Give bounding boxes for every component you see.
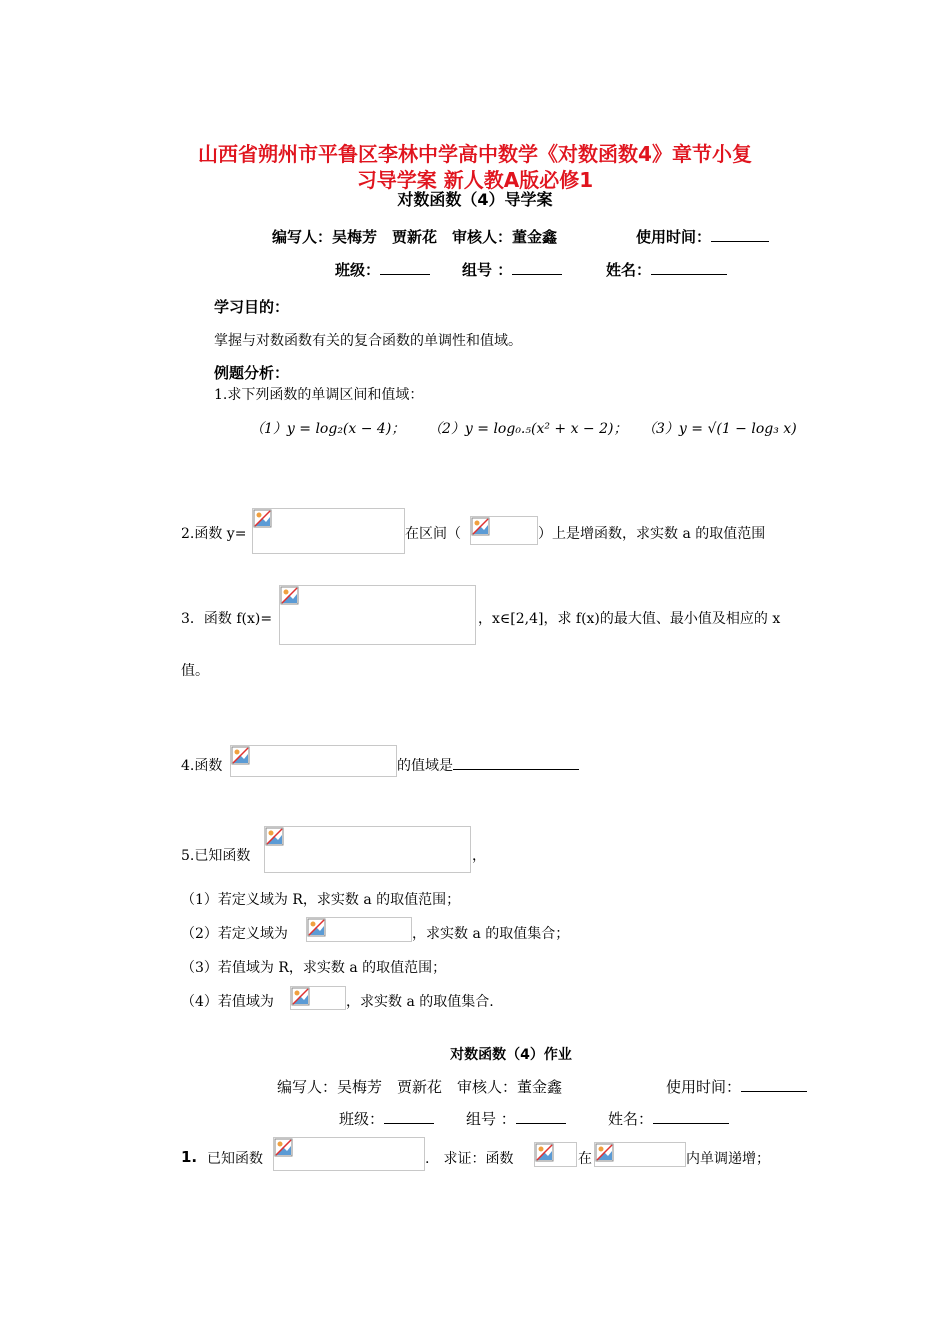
question-4-suffix-text: 的值域是	[397, 758, 453, 774]
question-2-mid: 在区间（	[405, 526, 461, 542]
goal-text: 掌握与对数函数有关的复合函数的单调性和值域。	[214, 333, 522, 349]
homework-class-label	[339, 1108, 434, 1129]
question-3-suffix: ，x∈[2,4]，求 f(x)的最大值、最小值及相应的 x	[478, 611, 781, 627]
homework-question-prefix: 已知函数	[207, 1151, 263, 1167]
formula-image	[290, 986, 346, 1010]
analysis-label: 例题分析：	[214, 364, 290, 382]
formula-image	[279, 585, 476, 645]
answer-blank	[453, 755, 579, 770]
authors-line: 编写人：吴梅芳 贾新花 审核人：董金鑫	[272, 228, 558, 246]
group-label-text: 组号 ：	[462, 261, 513, 279]
question-4-prefix: 4.函数	[181, 758, 223, 774]
question-4-suffix	[397, 755, 579, 775]
time-label	[636, 226, 769, 247]
homework-authors-line: 编写人：吴梅芳 贾新花 审核人：董金鑫	[277, 1078, 563, 1096]
broken-image-icon	[274, 1138, 293, 1157]
section-heading-homework: 对数函数（4）作业	[450, 1047, 572, 1063]
homework-group-label-text: 组号 ：	[466, 1110, 516, 1128]
question-5-comma: ，	[472, 848, 486, 864]
homework-time-blank	[741, 1077, 807, 1092]
question-5-part-2-prefix: （2）若定义域为	[181, 926, 288, 942]
formula-image	[306, 917, 412, 942]
document-title-line1: 山西省朔州市平鲁区李林中学高中数学《对数函数4》章节小复	[198, 142, 752, 166]
homework-name-blank	[653, 1109, 729, 1124]
formula-image	[594, 1142, 686, 1167]
formula-image	[230, 745, 397, 777]
broken-image-icon	[595, 1143, 614, 1162]
broken-image-icon	[231, 746, 250, 765]
question-5-part-4-prefix: （4）若值域为	[181, 994, 274, 1010]
homework-time-label-text: 使用时间：	[666, 1078, 742, 1096]
group-blank	[512, 260, 562, 275]
formula-image	[252, 508, 405, 554]
time-label-text: 使用时间：	[636, 228, 712, 246]
question-1-item-3: （3）y = √(1 − log₃ x)	[642, 421, 797, 437]
homework-class-label-text: 班级：	[339, 1110, 385, 1128]
broken-image-icon	[265, 827, 284, 846]
broken-image-icon	[280, 586, 299, 605]
broken-image-icon	[253, 509, 272, 528]
homework-question-suffix: 内单调递增；	[686, 1151, 770, 1167]
homework-question-number: 1.	[181, 1148, 198, 1166]
question-2-prefix: 2.函数 y=	[181, 526, 247, 542]
question-5-part-1: （1）若定义域为 R，求实数 a 的取值范围；	[181, 892, 461, 908]
question-2-suffix: ）上是增函数，求实数 a 的取值范围	[538, 526, 766, 542]
name-label-text: 姓名：	[606, 261, 652, 279]
question-1: 1.求下列函数的单调区间和值域：	[214, 387, 424, 403]
homework-question-in: 在	[578, 1151, 592, 1167]
question-3-prefix: 3．函数 f(x)=	[181, 611, 273, 627]
question-5-part-3: （3）若值域为 R，求实数 a 的取值范围；	[181, 960, 447, 976]
name-blank	[651, 260, 727, 275]
broken-image-icon	[291, 987, 310, 1006]
formula-image	[273, 1137, 425, 1171]
homework-name-label-text: 姓名：	[608, 1110, 654, 1128]
goal-label: 学习目的：	[214, 298, 290, 316]
time-blank	[711, 227, 769, 242]
question-3-end: 值。	[181, 663, 209, 679]
class-label-text: 班级：	[335, 261, 381, 279]
homework-group-blank	[516, 1109, 566, 1124]
broken-image-icon	[307, 918, 326, 937]
formula-image	[470, 516, 538, 545]
question-5-part-2-suffix: ，求实数 a 的取值集合；	[412, 926, 570, 942]
formula-image	[534, 1142, 577, 1167]
question-1-item-2: （2）y = log₀.₅(x² + x − 2)；	[428, 421, 628, 437]
homework-class-blank	[384, 1109, 434, 1124]
question-5-part-4-suffix: ，求实数 a 的取值集合.	[346, 994, 494, 1010]
class-label	[335, 259, 430, 280]
homework-time-label	[666, 1076, 807, 1097]
question-1-item-1: （1）y = log₂(x − 4)；	[250, 421, 406, 437]
question-5-prefix: 5.已知函数	[181, 848, 251, 864]
homework-question-mid: . 求证：函数	[425, 1151, 514, 1167]
formula-image	[264, 826, 471, 873]
broken-image-icon	[471, 517, 490, 536]
homework-name-label	[608, 1108, 729, 1129]
section-heading-guide: 对数函数（4）导学案	[397, 190, 553, 209]
document-title-line2: 习导学案 新人教A版必修1	[356, 168, 594, 192]
group-label	[462, 259, 562, 280]
name-label	[606, 259, 727, 280]
homework-group-label	[466, 1108, 566, 1129]
broken-image-icon	[535, 1143, 554, 1162]
class-blank	[380, 260, 430, 275]
